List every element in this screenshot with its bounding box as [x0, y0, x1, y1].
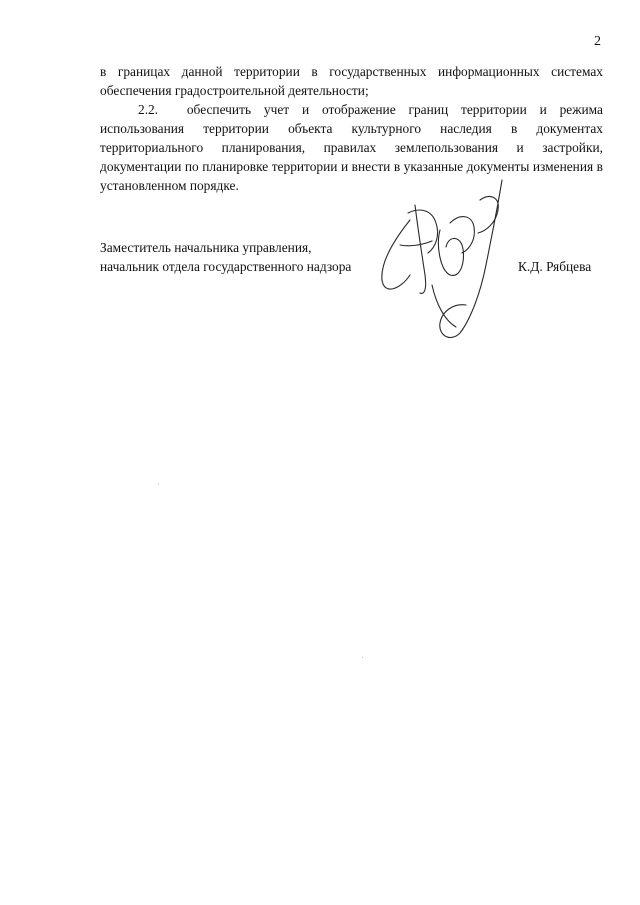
- paragraph-continuation: в границах данной территории в государственных информационных системах обеспечения градостроительной деятельности;: [100, 64, 603, 98]
- document-body: [100, 62, 603, 195]
- signatory-title-line1: Заместитель начальника управления,: [100, 240, 312, 255]
- signatory-title: [100, 238, 351, 276]
- scan-speck: [158, 484, 159, 485]
- page-number: 2: [594, 34, 601, 49]
- signatory-title-line2: начальник отдела государственного надзора: [100, 259, 352, 274]
- item-text: обеспечить учет и отображение границ территории и режима использования территории объекта культурного наследия в документах территориального планирования, правилах землепользования и застройки, документации по планировке территории и внести в указанные документы изменения в установленном порядке.: [100, 102, 603, 193]
- signatory-name: К.Д. Рябцева: [518, 259, 592, 274]
- handwritten-signature: [370, 175, 520, 345]
- scan-speck: [362, 657, 363, 658]
- paragraph-item-2-2: [100, 100, 603, 195]
- item-number: 2.2.: [138, 102, 159, 117]
